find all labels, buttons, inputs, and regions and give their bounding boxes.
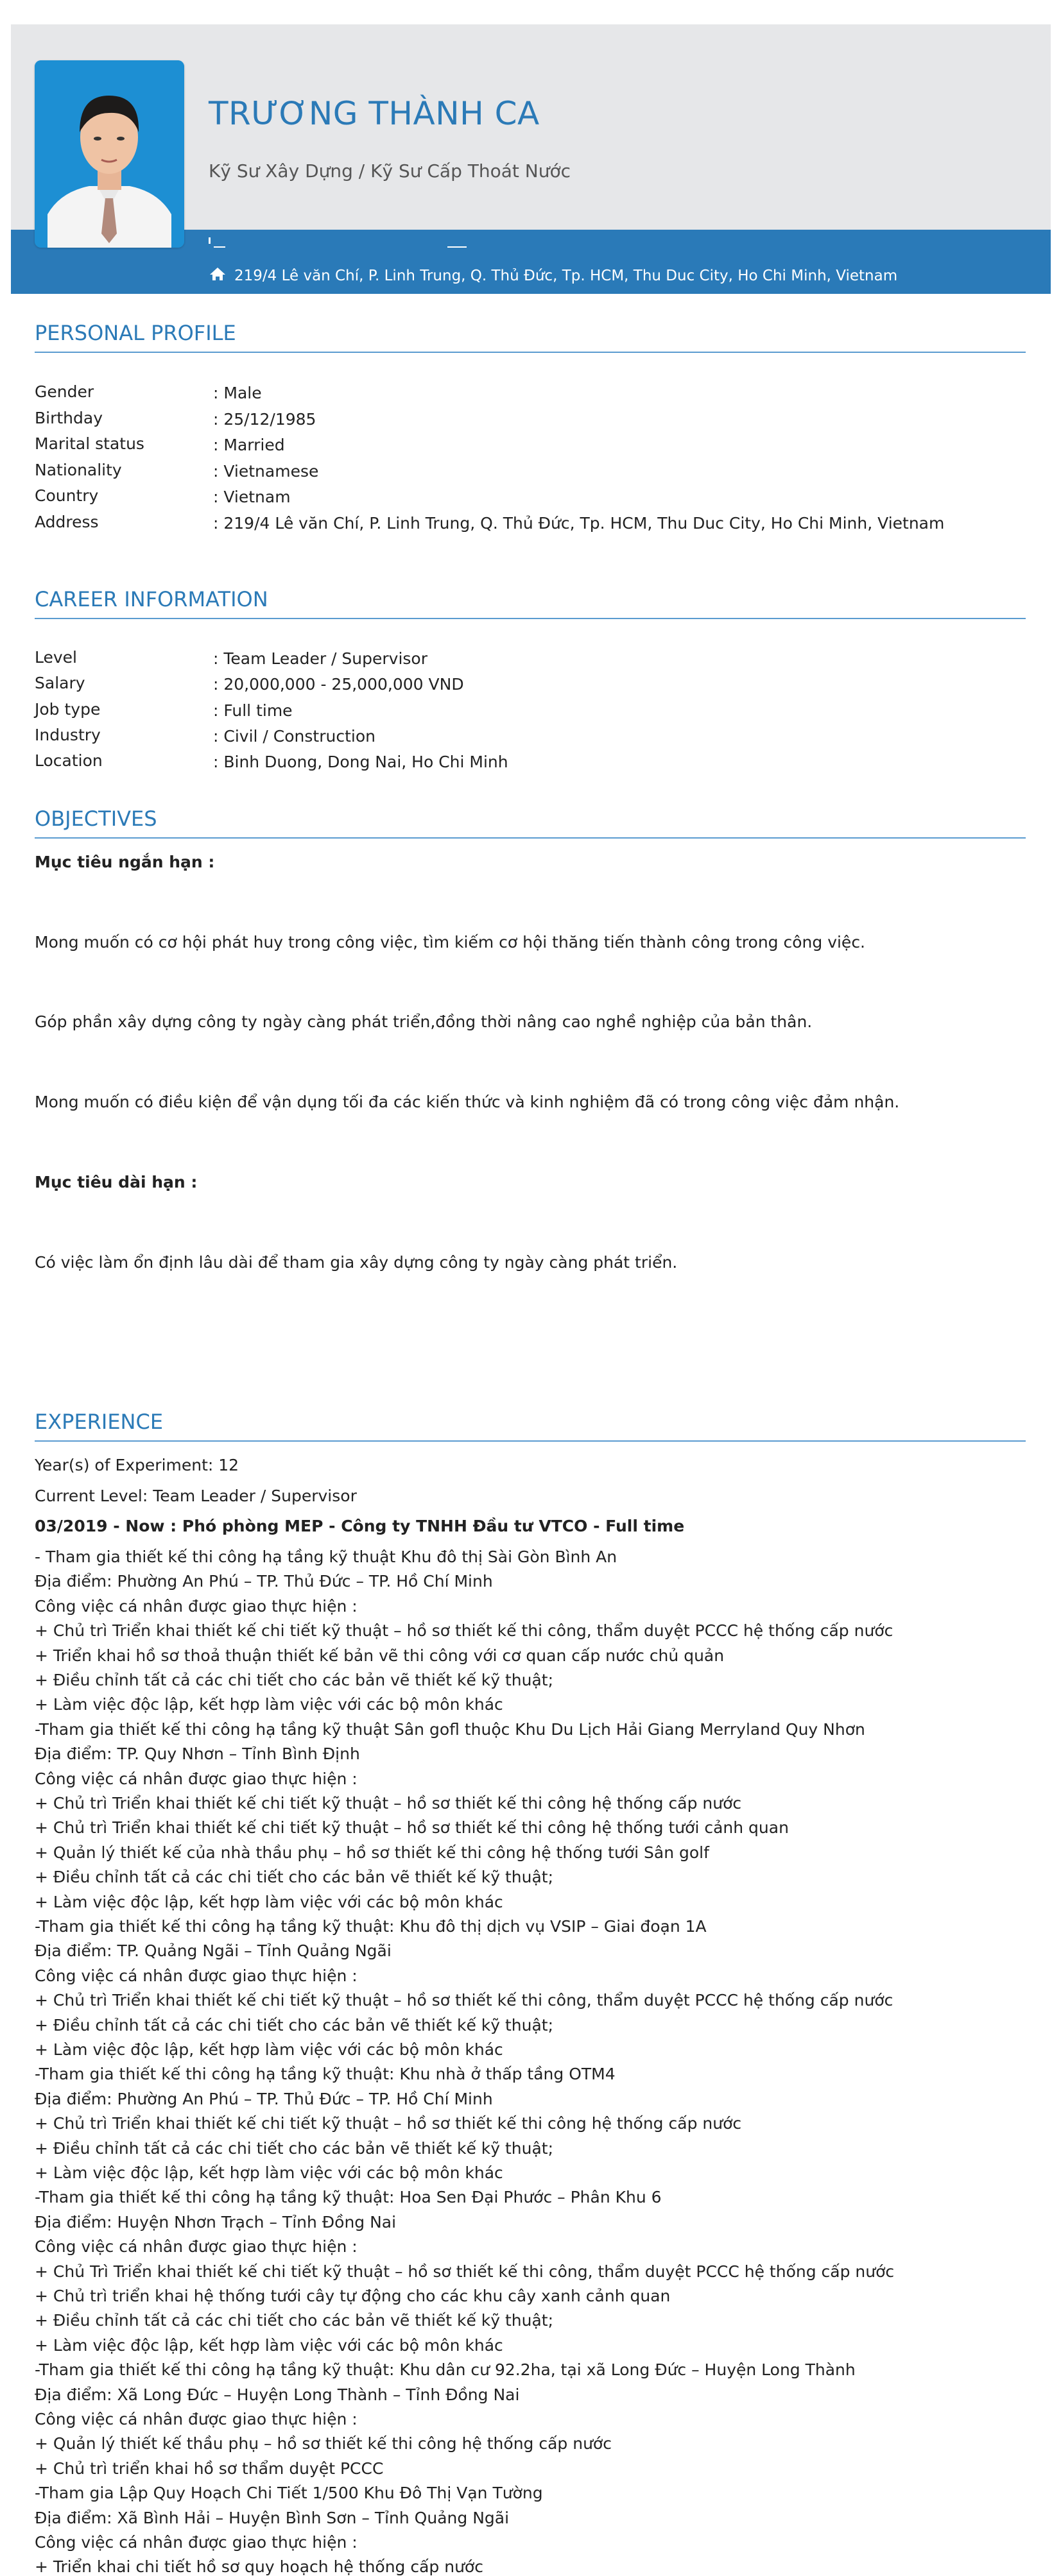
profile-label: Marital status xyxy=(35,434,144,453)
section-divider xyxy=(35,352,1026,353)
career-label: Job type xyxy=(35,700,101,719)
profile-value: : Vietnamese xyxy=(213,462,319,481)
experience-line: + Làm việc độc lập, kết hợp làm việc với các bộ môn khác xyxy=(35,1892,503,1911)
short-term-item: Góp phần xây dựng công ty ngày càng phát triển,đồng thời nâng cao nghề nghiệp của bản thân. xyxy=(35,1012,813,1031)
contact-placeholders xyxy=(209,237,504,250)
candidate-name: TRƯƠNG THÀNH CA xyxy=(209,95,540,132)
experience-line: Công việc cá nhân được giao thực hiện : xyxy=(35,1769,358,1788)
experience-line: -Tham gia thiết kế thi công hạ tầng kỹ thuật: Khu nhà ở thấp tầng OTM4 xyxy=(35,2065,616,2084)
short-term-item: Mong muốn có cơ hội phát huy trong công việc, tìm kiếm cơ hội thăng tiến thành công trong công việc. xyxy=(35,933,866,951)
experience-line: Địa điểm: Xã Long Đức – Huyện Long Thành – Tỉnh Đồng Nai xyxy=(35,2385,520,2404)
experience-line: + Quản lý thiết kế của nhà thầu phụ – hồ sơ thiết kế thi công hệ thống tưới Sân golf xyxy=(35,1843,709,1862)
profile-photo xyxy=(35,60,184,248)
career-value: : Civil / Construction xyxy=(213,727,375,746)
short-term-item: Mong muốn có điều kiện để vận dụng tối đa các kiến thức và kinh nghiệm đã có trong công việc đảm nhận. xyxy=(35,1093,900,1111)
career-label: Salary xyxy=(35,674,85,692)
experience-line: + Điều chỉnh tất cả các chi tiết cho các bản vẽ thiết kế kỹ thuật; xyxy=(35,2311,554,2330)
profile-label: Gender xyxy=(35,382,94,401)
profile-value: : Vietnam xyxy=(213,488,291,506)
objectives-heading: OBJECTIVES xyxy=(35,806,157,831)
address-text: 219/4 Lê văn Chí, P. Linh Trung, Q. Thủ Đức, Tp. HCM, Thu Duc City, Ho Chi Minh, Vietnam xyxy=(234,268,898,284)
profile-value: : 25/12/1985 xyxy=(213,410,316,429)
experience-line: Công việc cá nhân được giao thực hiện : xyxy=(35,1596,358,1616)
experience-line: -Tham gia thiết kế thi công hạ tầng kỹ thuật: Khu dân cư 92.2ha, tại xã Long Đức – Huyện Long Thành xyxy=(35,2360,856,2380)
career-value: : Binh Duong, Dong Nai, Ho Chi Minh xyxy=(213,753,508,771)
experience-line: Địa điểm: Huyện Nhơn Trạch – Tỉnh Đồng Nai xyxy=(35,2212,397,2231)
experience-line: + Triển khai chi tiết hồ sơ quy hoạch hệ thống cấp nước xyxy=(35,2557,483,2576)
experience-line: + Điều chỉnh tất cả các chi tiết cho các bản vẽ thiết kế kỹ thuật; xyxy=(35,2138,554,2158)
experience-line: + Làm việc độc lập, kết hợp làm việc với các bộ môn khác xyxy=(35,2335,503,2355)
career-value: : Full time xyxy=(213,701,293,720)
profile-label: Country xyxy=(35,486,99,505)
experience-line: -Tham gia thiết kế thi công hạ tầng kỹ thuật: Khu đô thị dịch vụ VSIP – Giai đoạn 1A xyxy=(35,1917,707,1936)
section-divider xyxy=(35,1440,1026,1442)
experience-line: -Tham gia Lập Quy Hoạch Chi Tiết 1/500 Khu Đô Thị Vạn Tường xyxy=(35,2484,543,2503)
profile-value: : Male xyxy=(213,384,262,402)
experience-line: + Điều chỉnh tất cả các chi tiết cho các bản vẽ thiết kế kỹ thuật; xyxy=(35,1671,554,1689)
experience-line: Công việc cá nhân được giao thực hiện : xyxy=(35,2410,358,2428)
experience-line: + Quản lý thiết kế thầu phụ – hồ sơ thiết kế thi công hệ thống cấp nước xyxy=(35,2434,612,2453)
experience-line: + Chủ trì triển khai hồ sơ thẩm duyệt PCCC xyxy=(35,2459,384,2478)
experience-line: Công việc cá nhân được giao thực hiện : xyxy=(35,1966,358,1985)
career-value: : Team Leader / Supervisor xyxy=(213,649,428,668)
experience-line: + Chủ trì triển khai hệ thống tưới cây tự động cho các khu cây xanh cảnh quan xyxy=(35,2287,671,2305)
experience-line: + Điều chỉnh tất cả các chi tiết cho các bản vẽ thiết kế kỹ thuật; xyxy=(35,1868,554,1887)
career-value: : 20,000,000 - 25,000,000 VND xyxy=(213,675,464,694)
address-line xyxy=(209,266,897,286)
experience-line: Địa điểm: Phường An Phú – TP. Thủ Đức – TP. Hồ Chí Minh xyxy=(35,1572,493,1591)
experience-line: Địa điểm: Xã Bình Hải – Huyện Bình Sơn – Tỉnh Quảng Ngãi xyxy=(35,2508,510,2527)
experience-line: + Chủ trì Triển khai thiết kế chi tiết kỹ thuật – hồ sơ thiết kế thi công, thẩm duyệt PCCC hệ thống cấp nước xyxy=(35,1991,893,2010)
experience-line: Địa điểm: Phường An Phú – TP. Thủ Đức – TP. Hồ Chí Minh xyxy=(35,2089,493,2108)
section-divider xyxy=(35,837,1026,839)
experience-line: + Chủ trì Triển khai thiết kế chi tiết kỹ thuật – hồ sơ thiết kế thi công hệ thống tưới cảnh quan xyxy=(35,1818,789,1838)
experience-line: -Tham gia thiết kế thi công hạ tầng kỹ thuật: Hoa Sen Đại Phước – Phân Khu 6 xyxy=(35,2188,662,2207)
profile-value: : 219/4 Lê văn Chí, P. Linh Trung, Q. Thủ Đức, Tp. HCM, Thu Duc City, Ho Chi Minh, Vietnam xyxy=(213,514,945,533)
page-top-margin xyxy=(0,0,1061,24)
short-term-label: Mục tiêu ngắn hạn : xyxy=(35,853,215,871)
experience-line: + Triển khai hồ sơ thoả thuận thiết kế bản vẽ thi công với cơ quan cấp nước chủ quản xyxy=(35,1646,725,1665)
experience-line: + Chủ trì Triển khai thiết kế chi tiết kỹ thuật – hồ sơ thiết kế thi công hệ thống cấp nước xyxy=(35,1794,742,1813)
career-label: Location xyxy=(35,751,103,770)
experience-line: Địa điểm: TP. Quảng Ngãi – Tỉnh Quảng Ngãi xyxy=(35,1941,392,1961)
experience-line: Công việc cá nhân được giao thực hiện : xyxy=(35,2237,358,2256)
job-title: 03/2019 - Now : Phó phòng MEP - Công ty TNHH Đầu tư VTCO - Full time xyxy=(35,1517,685,1535)
experience-current-level: Current Level: Team Leader / Supervisor xyxy=(35,1487,357,1505)
career-label: Industry xyxy=(35,726,101,744)
experience-line: - Tham gia thiết kế thi công hạ tầng kỹ thuật Khu đô thị Sài Gòn Bình An xyxy=(35,1548,617,1566)
experience-line: Công việc cá nhân được giao thực hiện : xyxy=(35,2533,358,2552)
long-term-item: Có việc làm ổn định lâu dài để tham gia xây dựng công ty ngày càng phát triển. xyxy=(35,1253,678,1272)
experience-line: + Điều chỉnh tất cả các chi tiết cho các bản vẽ thiết kế kỹ thuật; xyxy=(35,2015,554,2034)
profile-label: Birthday xyxy=(35,409,103,427)
experience-line: + Chủ Trì Triển khai thiết kế chi tiết kỹ thuật – hồ sơ thiết kế thi công, thẩm duyệt PCCC hệ thống cấp nước xyxy=(35,2262,895,2281)
profile-value: : Married xyxy=(213,436,285,454)
profile-label: Address xyxy=(35,513,99,531)
profile-label: Nationality xyxy=(35,461,122,479)
career-information-heading: CAREER INFORMATION xyxy=(35,587,268,611)
personal-profile-heading: PERSONAL PROFILE xyxy=(35,321,236,345)
experience-line: + Chủ trì Triển khai thiết kế chi tiết kỹ thuật – hồ sơ thiết kế thi công hệ thống cấp nước xyxy=(35,2114,742,2133)
home-icon xyxy=(209,266,227,286)
section-divider xyxy=(35,618,1026,619)
experience-years: Year(s) of Experiment: 12 xyxy=(35,1456,239,1474)
experience-line: Địa điểm: TP. Quy Nhơn – Tỉnh Bình Định xyxy=(35,1744,360,1764)
career-label: Level xyxy=(35,648,77,667)
experience-line: + Chủ trì Triển khai thiết kế chi tiết kỹ thuật – hồ sơ thiết kế thi công, thẩm duyệt PCCC hệ thống cấp nước xyxy=(35,1621,893,1641)
experience-heading: EXPERIENCE xyxy=(35,1410,164,1434)
experience-line: + Làm việc độc lập, kết hợp làm việc với các bộ môn khác xyxy=(35,2163,503,2182)
candidate-title: Kỹ Sư Xây Dựng / Kỹ Sư Cấp Thoát Nước xyxy=(209,160,571,182)
experience-line: + Làm việc độc lập, kết hợp làm việc với các bộ môn khác xyxy=(35,2040,503,2059)
experience-line: -Tham gia thiết kế thi công hạ tầng kỹ thuật Sân gofl thuộc Khu Du Lịch Hải Giang Merryland Quy Nhơn xyxy=(35,1719,865,1739)
long-term-label: Mục tiêu dài hạn : xyxy=(35,1173,198,1191)
experience-line: + Làm việc độc lập, kết hợp làm việc với các bộ môn khác xyxy=(35,1695,503,1714)
